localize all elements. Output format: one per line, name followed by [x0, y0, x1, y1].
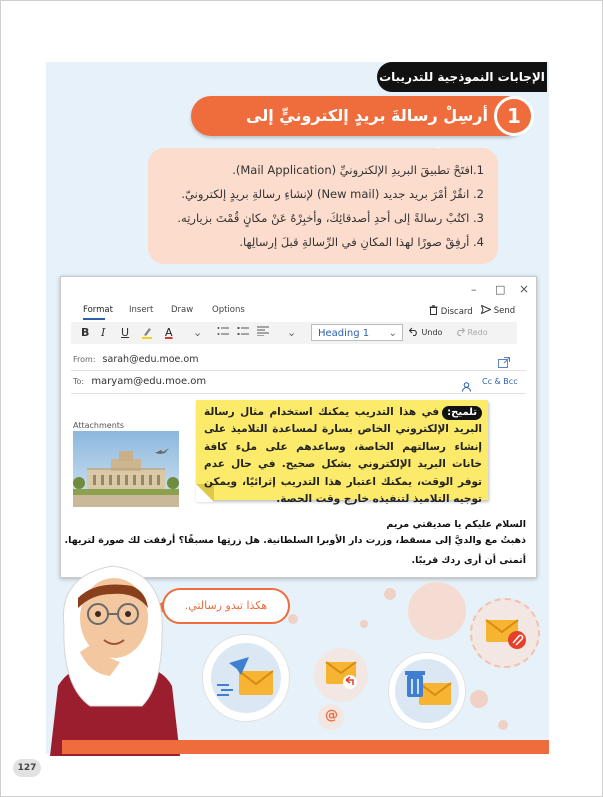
step-item: 3. اكتُبْ رسالةً إلى أحدِ أصدقائِكَ، وأخبِرْهُ عَنْ مكانٍ قُمْتَ بزيارتِه.: [177, 211, 484, 225]
undo-icon: [409, 327, 419, 336]
maximize-button[interactable]: □: [495, 283, 506, 296]
footer-accent-bar: [62, 740, 549, 754]
to-value: maryam@edu.moe.om: [91, 376, 207, 387]
style-select-value: Heading 1: [318, 328, 370, 339]
highlight-button[interactable]: [141, 326, 153, 340]
italic-button[interactable]: I: [101, 326, 106, 339]
tab-format[interactable]: Format: [83, 305, 113, 315]
attachments-label: Attachments: [73, 421, 125, 430]
to-label: To:: [73, 377, 85, 386]
align-button[interactable]: [257, 326, 269, 340]
step-item: 2. انقُرْ أمْرَ بريد جديد (New mail) لإنشاءِ رسالةِ بريدٍ إلكترونيّ.: [181, 187, 484, 201]
highlighter-icon: [141, 326, 153, 339]
tip-body: في هذا التدريب يمكنك استخدام مثال رسالة البريد الإلكتروني الخاص بسارة لمساعدة التلاميذ على إنشاء رسالتهم الخاصة، وساعدهم على ملء كافة خانات البريد الإلكتروني بشكل صحيح. في حال عدم توفر الوقت، يمكنك اعتبار هذا التدريب إثرائيًا، ويمكن توجيه التلاميذ لتنفيذه خارج وقت الحصة.: [204, 406, 482, 506]
decor-dot: [498, 720, 508, 730]
exercise-title: أرسِلْ رسالةَ بريدٍ إلكترونيٍّ إلى: [246, 106, 488, 125]
bullet-list-icon: [217, 326, 229, 336]
girl-character-illustration: [50, 556, 180, 756]
tip-tag: تلميح:: [442, 406, 482, 420]
discard-button[interactable]: [429, 305, 473, 317]
underline-button[interactable]: U: [121, 326, 130, 339]
chevron-down-icon: ⌄: [388, 328, 397, 339]
email-body-closing[interactable]: أتمنى أن أرى ردك قريبًا.: [411, 555, 526, 566]
trash-icon: [429, 305, 438, 315]
from-field[interactable]: [73, 354, 198, 365]
to-field[interactable]: [73, 376, 206, 387]
discard-label: Discard: [440, 307, 473, 317]
step-item: 4. أرفِقْ صورًا لهذا المكانِ في الرِّسالةِ قبلَ إرسالِها.: [239, 235, 484, 249]
reply-mail-icon: [324, 660, 360, 690]
minimize-button[interactable]: –: [471, 283, 477, 296]
section-header-badge: الإجابات النموذجية للتدريبات: [377, 62, 547, 92]
numbered-list-button[interactable]: [237, 326, 249, 340]
at-sign-icon: @: [325, 708, 338, 723]
steps-box: [148, 148, 498, 264]
page-number: 127: [13, 759, 41, 777]
trash-mail-badge: [388, 652, 466, 730]
attach-mail-icon: [484, 614, 528, 652]
exercise-number: 1: [494, 96, 534, 136]
reply-mail-badge: [314, 648, 368, 702]
send-mail-badge: [202, 634, 290, 722]
email-body-line[interactable]: ذهبتُ مع والديَّ إلى مسقط، وزرت دار الأوبرا السلطانية. هل زرتِها مسبقًا؟ أرفقت لك صورة لتريها.: [64, 535, 526, 546]
decor-dot: [384, 588, 396, 600]
bullet-list-button[interactable]: [217, 326, 229, 340]
divider: [71, 393, 526, 394]
undo-label: Undo: [421, 328, 443, 337]
tab-insert[interactable]: Insert: [129, 305, 154, 315]
decor-dot: [360, 620, 368, 628]
tab-draw[interactable]: Draw: [171, 305, 194, 315]
step-item: 1.افتَحْ تطبيقَ البريدِ الإلكترونيِّ (Mail Application).: [232, 163, 484, 177]
from-label: From:: [73, 355, 96, 364]
align-dropdown[interactable]: ⌄: [287, 326, 297, 339]
numbered-list-icon: [237, 326, 249, 336]
attach-mail-badge: [470, 598, 540, 668]
send-label: Send: [493, 306, 516, 316]
format-toolbar: [71, 322, 517, 344]
from-value: sarah@edu.moe.om: [102, 354, 199, 365]
tab-options[interactable]: Options: [212, 305, 245, 315]
attached-photo[interactable]: [73, 431, 179, 507]
tip-text: [204, 404, 482, 508]
speech-bubble: هكذا تبدو رسالتي.: [162, 588, 290, 624]
close-button[interactable]: ×: [519, 282, 530, 296]
trash-mail-icon: [403, 669, 455, 711]
at-sign-badge: [318, 704, 344, 730]
active-tab-indicator: [83, 318, 105, 320]
redo-icon: [455, 327, 465, 336]
divider: [71, 370, 526, 371]
align-left-icon: [257, 326, 269, 336]
bold-button[interactable]: B: [81, 326, 90, 339]
decor-dot: [288, 614, 298, 624]
send-button[interactable]: [481, 305, 515, 316]
redo-button[interactable]: [455, 326, 488, 340]
send-icon: [481, 305, 491, 314]
font-color-button[interactable]: A: [165, 326, 173, 339]
undo-button[interactable]: [409, 326, 442, 340]
email-body-greeting[interactable]: السلام عليكم يا صديقتي مريم: [386, 519, 526, 530]
cc-bcc-link[interactable]: Cc & Bcc: [482, 377, 518, 386]
decor-dot: [470, 690, 488, 708]
style-select[interactable]: [311, 324, 403, 341]
decor-circle: [408, 582, 466, 640]
more-format-dropdown[interactable]: ⌄: [193, 326, 203, 339]
send-mail-icon: [215, 657, 277, 701]
redo-label: Redo: [467, 328, 488, 337]
